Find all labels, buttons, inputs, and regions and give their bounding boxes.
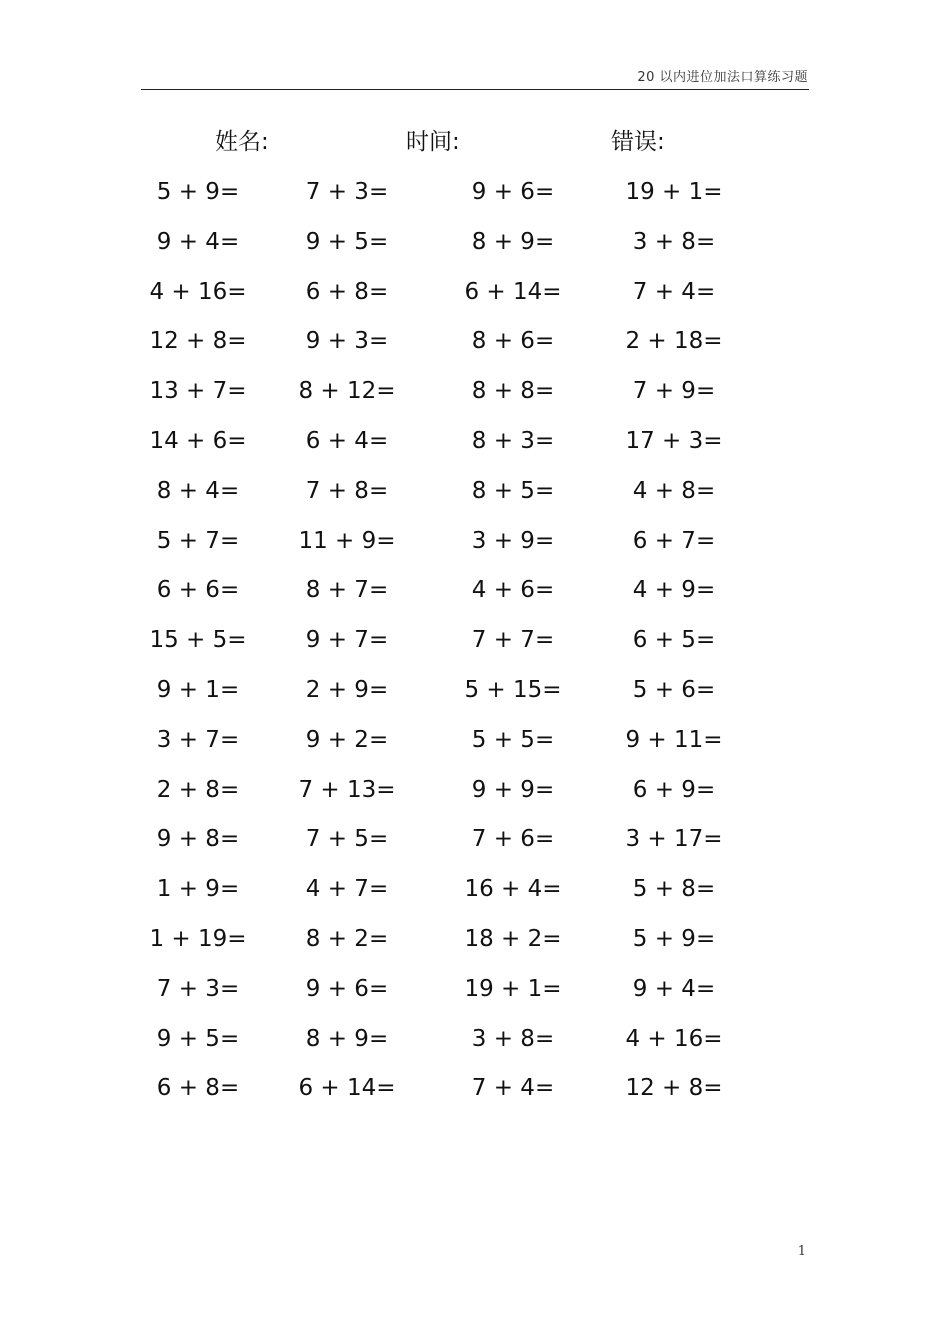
problem-cell: 8 + 5= — [471, 477, 555, 504]
problem-cell: 5 + 5= — [471, 726, 555, 753]
problem-cell: 6 + 6= — [156, 577, 240, 604]
problem-cell: 7 + 5= — [305, 826, 389, 853]
problem-cell: 5 + 7= — [156, 527, 240, 554]
problem-cell: 7 + 3= — [305, 179, 389, 205]
problem-cell: 4 + 8= — [632, 477, 716, 504]
problem-cell: 8 + 8= — [471, 378, 555, 405]
problem-cell: 6 + 4= — [305, 427, 389, 454]
problem-cell: 9 + 2= — [305, 726, 389, 753]
problem-cell: 3 + 8= — [632, 228, 716, 255]
problem-cell: 12 + 8= — [149, 328, 247, 355]
problem-cell: 3 + 17= — [625, 826, 723, 853]
problem-cell: 9 + 9= — [471, 776, 555, 803]
problem-cell: 4 + 16= — [149, 278, 247, 305]
problem-cell: 9 + 7= — [305, 627, 389, 654]
problem-cell: 9 + 5= — [305, 228, 389, 255]
problem-cell: 3 + 7= — [156, 726, 240, 753]
problem-cell: 4 + 7= — [305, 876, 389, 903]
problem-cell: 18 + 2= — [464, 925, 562, 952]
problem-cell: 7 + 8= — [305, 477, 389, 504]
problem-cell: 7 + 6= — [471, 826, 555, 853]
problem-cell: 1 + 19= — [149, 925, 247, 952]
problem-cell: 4 + 9= — [632, 577, 716, 604]
problem-cell: 7 + 3= — [156, 975, 240, 1002]
problem-cell: 5 + 9= — [156, 179, 240, 205]
time-label: 时间: — [406, 129, 460, 155]
problem-cell: 2 + 9= — [305, 676, 389, 703]
problem-cell: 8 + 7= — [305, 577, 389, 604]
problem-cell: 7 + 13= — [298, 776, 396, 803]
problem-cell: 8 + 2= — [305, 925, 389, 952]
problem-cell: 4 + 16= — [625, 1025, 723, 1052]
problem-cell: 13 + 7= — [149, 378, 247, 405]
page-number: 1 — [797, 1244, 806, 1259]
problem-cell: 6 + 14= — [298, 1075, 396, 1102]
problem-cell: 19 + 1= — [464, 975, 562, 1002]
problem-cell: 2 + 8= — [156, 776, 240, 803]
running-header-title: 20 以内进位加法口算练习题 — [637, 70, 808, 85]
problem-cell: 12 + 8= — [625, 1075, 723, 1102]
problem-cell: 3 + 8= — [471, 1025, 555, 1052]
problem-cell: 8 + 3= — [471, 427, 555, 454]
problem-cell: 9 + 8= — [156, 826, 240, 853]
header-rule — [141, 89, 809, 90]
problem-cell: 5 + 15= — [464, 676, 562, 703]
problem-cell: 5 + 9= — [632, 925, 716, 952]
problem-cell: 8 + 12= — [298, 378, 396, 405]
name-label: 姓名: — [215, 129, 269, 155]
problem-cell: 8 + 9= — [305, 1025, 389, 1052]
problem-cell: 8 + 4= — [156, 477, 240, 504]
problem-cell: 3 + 9= — [471, 527, 555, 554]
problem-cell: 1 + 9= — [156, 876, 240, 903]
problem-cell: 7 + 7= — [471, 627, 555, 654]
problem-cell: 9 + 5= — [156, 1025, 240, 1052]
problem-cell: 7 + 9= — [632, 378, 716, 405]
problem-cell: 5 + 6= — [632, 676, 716, 703]
problem-cell: 6 + 5= — [632, 627, 716, 654]
problem-cell: 19 + 1= — [625, 179, 723, 205]
problem-cell: 9 + 6= — [471, 179, 555, 205]
problem-cell: 9 + 6= — [305, 975, 389, 1002]
problem-cell: 9 + 1= — [156, 676, 240, 703]
problem-cell: 6 + 8= — [305, 278, 389, 305]
problem-cell: 9 + 3= — [305, 328, 389, 355]
problem-cell: 9 + 11= — [625, 726, 723, 753]
problem-cell: 2 + 18= — [625, 328, 723, 355]
problem-cell: 15 + 5= — [149, 627, 247, 654]
errors-label: 错误: — [611, 129, 665, 155]
problem-grid — [132, 168, 752, 1114]
problem-cell: 9 + 4= — [156, 228, 240, 255]
problem-cell: 16 + 4= — [464, 876, 562, 903]
problem-cell: 14 + 6= — [149, 427, 247, 454]
problem-cell: 7 + 4= — [632, 278, 716, 305]
problem-cell: 7 + 4= — [471, 1075, 555, 1102]
problem-cell: 5 + 8= — [632, 876, 716, 903]
problem-cell: 17 + 3= — [625, 427, 723, 454]
problem-cell: 6 + 9= — [632, 776, 716, 803]
problem-cell: 9 + 4= — [632, 975, 716, 1002]
problem-cell: 6 + 7= — [632, 527, 716, 554]
problem-cell: 11 + 9= — [298, 527, 396, 554]
problem-cell: 8 + 9= — [471, 228, 555, 255]
problem-cell: 8 + 6= — [471, 328, 555, 355]
problem-cell: 6 + 14= — [464, 278, 562, 305]
problem-cell: 4 + 6= — [471, 577, 555, 604]
problem-cell: 6 + 8= — [156, 1075, 240, 1102]
